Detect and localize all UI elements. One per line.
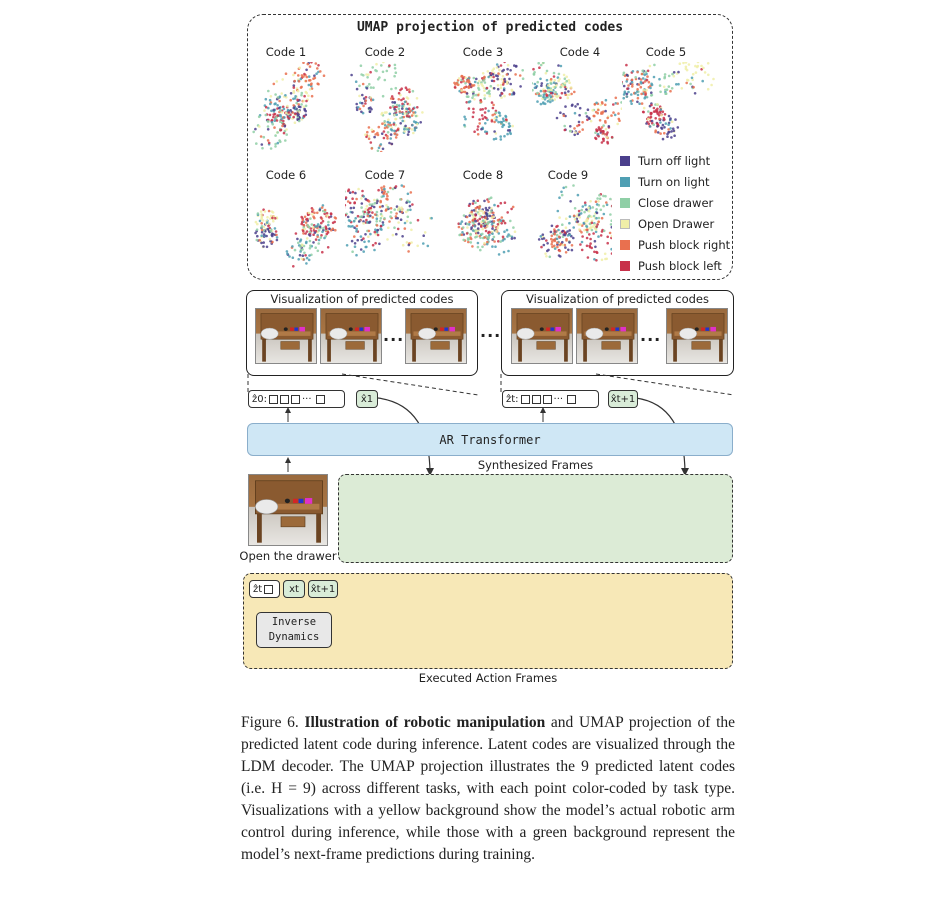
umap-title: UMAP projection of predicted codes bbox=[356, 20, 624, 35]
caption-prefix: Figure 6. bbox=[241, 714, 305, 731]
code-label-1: Code 1 bbox=[265, 45, 307, 59]
code-label-4: Code 4 bbox=[559, 45, 601, 59]
token-square bbox=[269, 395, 278, 404]
zt-token-sequence bbox=[502, 390, 599, 408]
z0-label: ẑ0: bbox=[252, 393, 267, 405]
open-drawer-label: Open the drawer bbox=[239, 549, 337, 563]
legend-label-0: Turn off light bbox=[638, 153, 711, 168]
token-square bbox=[521, 395, 530, 404]
token-square bbox=[567, 395, 576, 404]
inverse-dynamics-block bbox=[256, 612, 332, 648]
figure-caption bbox=[241, 712, 735, 866]
exec-zt-token bbox=[249, 580, 280, 598]
token-ellipsis: ··· bbox=[553, 393, 564, 405]
viz-title-right: Visualization of predicted codes bbox=[526, 292, 709, 306]
inverse-dynamics-line1: Inverse bbox=[271, 616, 317, 628]
code-label-5: Code 5 bbox=[645, 45, 687, 59]
code-label-3: Code 3 bbox=[462, 45, 504, 59]
token-square bbox=[280, 395, 289, 404]
executed-frames-label: Executed Action Frames bbox=[418, 671, 558, 685]
xt1-token: x̂t+1 bbox=[608, 390, 638, 408]
legend-label-1: Turn on light bbox=[638, 174, 710, 189]
viz-right-ellipsis: ... bbox=[640, 326, 662, 345]
viz-left-ellipsis: ... bbox=[383, 326, 405, 345]
synthesized-frames-label: Synthesized Frames bbox=[477, 458, 594, 472]
code-label-2: Code 2 bbox=[364, 45, 406, 59]
ar-transformer-block: AR Transformer bbox=[247, 423, 733, 456]
caption-rest: and UMAP projection of the predicted latent code during inference. Latent codes are visualized through the LDM decoder. The UMAP projection illustrates the 9 predicted latent codes (i.e. H = 9) across different tasks, with each point color-coded by task type. Visualizations with a yellow background show the model’s actual robotic arm control during inference, while those with a green background represent the model’s next-frame predictions during training. bbox=[241, 714, 736, 863]
legend-label-4: Push block right bbox=[638, 237, 731, 252]
exec-xt-token: xt bbox=[283, 580, 305, 598]
code-label-9: Code 9 bbox=[547, 168, 589, 182]
caption-bold: Illustration of robotic manipulation bbox=[304, 714, 546, 731]
zt-label: ẑt: bbox=[506, 393, 519, 405]
viz-mid-ellipsis-text: ... bbox=[480, 322, 502, 341]
token-square bbox=[543, 395, 552, 404]
token-square bbox=[264, 585, 273, 594]
token-square bbox=[532, 395, 541, 404]
token-square bbox=[291, 395, 300, 404]
exec-zt-label: ẑt bbox=[253, 583, 263, 595]
legend-label-3: Open Drawer bbox=[638, 216, 715, 231]
inverse-dynamics-line2: Dynamics bbox=[268, 631, 320, 643]
legend-label-2: Close drawer bbox=[638, 195, 714, 210]
exec-xt1-token: x̂t+1 bbox=[308, 580, 338, 598]
legend-label-5: Push block left bbox=[638, 258, 722, 273]
token-ellipsis: ··· bbox=[301, 393, 312, 405]
code-label-8: Code 8 bbox=[462, 168, 504, 182]
x1-token: x̂1 bbox=[356, 390, 378, 408]
token-square bbox=[316, 395, 325, 404]
code-label-7: Code 7 bbox=[364, 168, 406, 182]
code-label-6: Code 6 bbox=[265, 168, 307, 182]
viz-title-left: Visualization of predicted codes bbox=[270, 292, 454, 306]
z0-token-sequence bbox=[248, 390, 345, 408]
synthesized-frames-panel bbox=[338, 474, 733, 563]
